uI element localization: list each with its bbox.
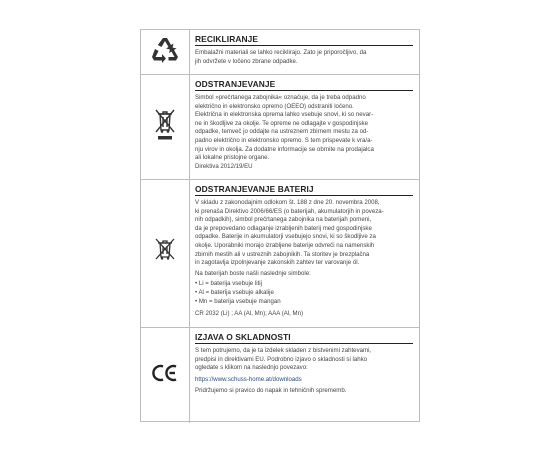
section-body (195, 49, 413, 66)
body-line: Simbol »prečrtanega zabojnika« označuje, da je treba odpadno (195, 94, 366, 101)
symbols-intro: Na baterijah boste našli naslednje simbole: (195, 269, 311, 277)
body-line: S tem potrujemo, da je ta izdelek skladen z bistvenimi zahtevami, (195, 347, 372, 354)
section-body (195, 199, 413, 319)
body-line: Električna in elektronska oprema lahko vsebuje snovi, ki so nevar- (195, 111, 374, 119)
section-heading: IZJAVA O SKLADNOSTI (195, 332, 413, 344)
section-recycling (141, 30, 419, 74)
crossed-out-bin-icon (153, 108, 177, 147)
body-line: odpadke, temveč jo oddajte na ustreznem zbirnem mestu za od- (195, 128, 369, 136)
body-line: nju virov in okolja. Za dodatne informacije se obrnite na prodajalca (195, 145, 374, 153)
icon-cell (141, 180, 190, 327)
section-conformity (141, 327, 419, 423)
icon-cell (141, 30, 190, 74)
battery-text (195, 184, 413, 321)
body-line: da je prepovedano odlaganje izrabljenih baterij med gospodinjske (195, 224, 372, 232)
recycle-icon (150, 36, 180, 69)
section-heading: ODSTRANJEVANJE (195, 79, 413, 91)
body-line: in zagotavlja izpolnjevanje zakonskih zahtev ter varovanje öl. (195, 259, 360, 267)
body-line: odpadke. Baterije in akumulatorji vsebujejo snovi, ki so škodljive za (195, 233, 376, 241)
body-line: električno in elektronsko opremo (OEEO) odstraniti ločeno. (195, 102, 354, 110)
recycling-text (195, 34, 413, 66)
conformity-text (195, 332, 413, 398)
info-table (140, 29, 420, 422)
section-battery-disposal (141, 179, 419, 327)
body-line: nih odpadkih), simbol prečrtanega zabojnika na baterijah pomeni, (195, 216, 372, 224)
section-disposal (141, 74, 419, 179)
body-line: padno električno in elektronsko opremo. S tem prispevate k vra/a- (195, 136, 373, 144)
list-item: • Li = baterija vsebuje litij (195, 280, 262, 288)
body-line: ali lokalne pristojne organe. (195, 154, 270, 162)
downloads-link[interactable]: https://www.schuss-home.at/downloads (195, 375, 302, 383)
body-line: ki prenaša Direktivo 2006/66/ES (o baterijah, akumulatorjih in poveza- (195, 207, 384, 215)
body-line: Embalažni materiali se lahko reciklirajo. Zato je priporočljivo, da (195, 49, 367, 56)
disposal-text (195, 79, 413, 171)
section-body (195, 94, 413, 171)
ce-mark-icon (151, 364, 179, 387)
body-line: okolje. Uporabniki morajo izrabljene baterije odvreči na namenskih (195, 241, 375, 249)
body-line: ogledate s klikom na naslednjo povezavo: (195, 364, 308, 372)
symbol-list (195, 280, 413, 306)
icon-cell (141, 328, 190, 423)
icon-cell (141, 75, 190, 179)
crossed-out-bin-icon (154, 238, 176, 269)
list-item: • Al = baterija vsebuje alkalije (195, 288, 274, 296)
body-line: predpisi in direktivami EU. Podrobno izjavo o skladnosti si lahko (195, 355, 368, 363)
list-item: • Mn = baterija vsebuje mangan (195, 297, 281, 305)
body-line: jih odvržete v ločeno zbrane odpadke. (195, 57, 298, 65)
body-line: ne in škodljive za okolje. Te opreme ne odlagajte v gospodinjske (195, 119, 368, 127)
battery-types: CR 2032 (Li) ; AA (Al, Mn); AAA (Al, Mn) (195, 310, 304, 318)
section-heading: ODSTRANJEVANJE BATERIJ (195, 184, 413, 196)
disclaimer: Pridržujemo si pravico do napak in tehničnih sprememb. (195, 387, 347, 395)
section-heading: RECIKLIRANJE (195, 34, 413, 46)
section-body (195, 347, 413, 396)
body-line: V skladu z zakonodajnim odlokom št. 188 z dne 20. novembra 2008, (195, 199, 380, 206)
body-line: zbirnih mestih ali v ustreznih zabojnikih. Ta storitev je brezplačna (195, 250, 370, 258)
body-line: Direktiva 2012/19/EU (195, 162, 253, 170)
